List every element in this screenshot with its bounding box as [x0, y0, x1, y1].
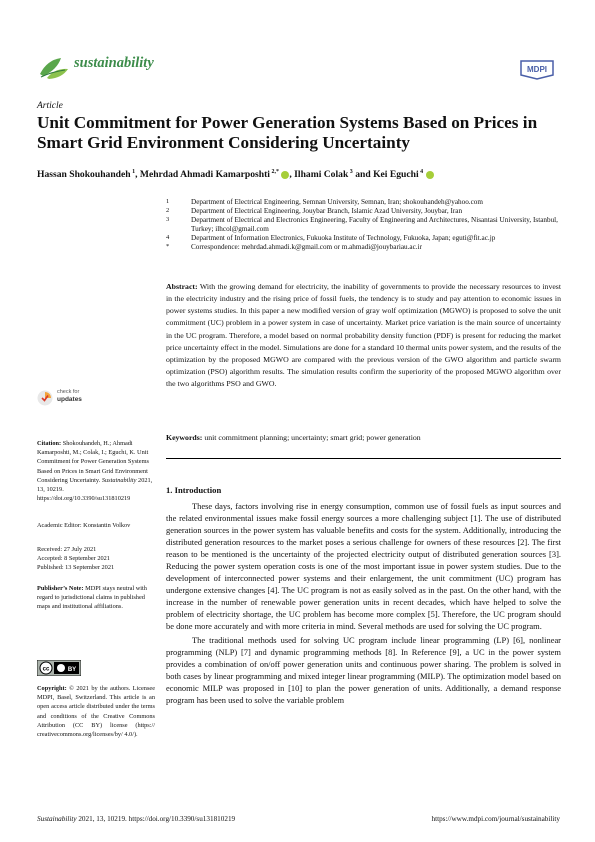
- keywords: [166, 433, 561, 442]
- author-sup: 4: [420, 169, 424, 175]
- affiliation-item: [166, 216, 566, 234]
- check-updates-icon: [37, 390, 53, 406]
- affiliation-text: Department of Electrical Engineering, Semnan University, Semnan, Iran; shokouhandeh@yahoo.com: [191, 198, 483, 206]
- published-date: Published: 13 September 2021: [37, 564, 115, 572]
- section-heading: 1. Introduction: [166, 485, 222, 495]
- author-list: Hassan Shokouhandeh $^1$, Mehrdad Ahmadi Kamarposhti $^{2,*}$ , Ilhami Colak $^3$ and Kei Eguchi $^4$: [37, 169, 434, 180]
- affiliation-item: [166, 243, 566, 252]
- svg-text:BY: BY: [67, 667, 77, 673]
- affiliation-number: 4: [166, 233, 170, 241]
- author-name: Kei Eguchi: [373, 169, 419, 181]
- orcid-icon[interactable]: [426, 171, 434, 179]
- introduction-body: [166, 500, 561, 706]
- affiliation-text: Department of Electrical Engineering, Jouybar Branch, Islamic Azad University, Jouybar, Iran: [191, 206, 463, 215]
- affiliation-text: Department of Electrical and Electronics Engineering, Faculty of Engineering and Architectures, Nisantasi University, Istanbul, Turkey; ilhcol@gmail.com: [191, 215, 558, 233]
- author-name: Hassan Shokouhandeh: [37, 169, 131, 181]
- copyright-block: [37, 684, 155, 739]
- academic-editor: Academic Editor: Konstantin Volkov: [37, 522, 131, 529]
- paragraph: The traditional methods used for solving UC program include linear programming (LP) [6], nonlinear programming (NLP) [7] and dynamic programming methods [8]. In Reference [9], a UC in the power system provides a combination of on/off power generation units and continuous power sharing. The problem is solved in both cases by linear programming and mixed integer linear programming (MILP). The optimization model based on economic MILP was proposed in [10] to plan the power generation of units. Additionally, a demand response program has been used to solve the variable problem: [166, 634, 561, 705]
- keywords-text: unit commitment planning; uncertainty; smart grid; power generation: [204, 433, 421, 442]
- citation-label: Citation:: [37, 440, 62, 447]
- divider: [166, 458, 561, 459]
- dates-block: [37, 545, 155, 573]
- article-type: Article: [37, 101, 63, 111]
- author-name: Mehrdad Ahmadi Kamarposhti: [139, 169, 270, 181]
- affiliation-item: [166, 234, 566, 243]
- check-updates-line2: updates: [57, 396, 82, 403]
- abstract-label: Abstract:: [166, 282, 198, 291]
- affiliations: [166, 198, 566, 251]
- affiliation-number: 2: [166, 206, 170, 214]
- citation-journal: Sustainability: [101, 476, 137, 484]
- paragraph: These days, factors involving rise in energy consumption, common use of fossil fuels as input sources and the related environmental issues make fossil energy sources a more challenging subject [1]. The use of distributed generation sources in the power system has valuable benefits and costs for the system. Additionally, introducing the distributed generation resources to the market poses a serious challenge for owners of these resources [2]. The first reason to be mentioned is the uncertainty of the projected electricity output of distributed generation sources [3]. Reducing the power system operation costs is one of the most important issue in power system studies. Due to the development of interconnected power systems and their enlargement, the unit commitment (UC) program has undergone extensive changes [4]. The UC program is not as easily solved as in the past. On the other hand, with the increase in the number of renewable power generation units in recent decades, which have helped to solve the problem of electricity shortage, the UC problem has become more complex [5]. Therefore, the UC program should be done more accurately and with more criteria in mind. Several methods are used for solving the UC program.: [166, 501, 561, 632]
- publisher-note-label: Publisher’s Note:: [37, 585, 84, 592]
- svg-text:cc: cc: [42, 666, 50, 673]
- paper-title: Unit Commitment for Power Generation Systems Based on Prices in Smart Grid Environment Considering Uncertainty: [37, 113, 538, 152]
- sustainability-leaf-icon: [37, 52, 71, 82]
- publisher-note-text: MDPI stays neutral with regard to jurisdictional claims in published maps and institutional affiliations.: [37, 585, 147, 611]
- author-sup: 1: [132, 169, 136, 175]
- affiliation-number: 1: [166, 198, 170, 205]
- abstract: [166, 281, 561, 390]
- mdpi-logo[interactable]: [517, 57, 557, 81]
- copyright-text: © 2021 by the authors. Licensee MDPI, Basel, Switzerland. This article is an open access article distributed under the terms and conditions of the Creative Commons Attribution (CC BY) license (https:// creativecommons.org/licenses/by/ 4.0/).: [37, 685, 155, 739]
- author-sup: 2,*: [271, 169, 279, 175]
- affiliation-number: *: [166, 242, 170, 250]
- orcid-icon[interactable]: [281, 171, 289, 179]
- publisher-note: [37, 584, 155, 612]
- copyright-label: Copyright:: [37, 685, 67, 692]
- correspondence-text: Correspondence: mehrdad.ahmadi.k@gmail.com or m.ahmadi@jouybariau.ac.ir: [191, 242, 422, 251]
- journal-name[interactable]: sustainability: [74, 55, 154, 71]
- affiliation-item: [166, 207, 566, 216]
- cc-by-license-icon[interactable]: [37, 660, 81, 676]
- citation-tail: 2021, 13, 10219. https://doi.org/10.3390/su131810219: [37, 476, 153, 503]
- check-for-updates-badge[interactable]: [37, 388, 147, 410]
- footer-url[interactable]: https://www.mdpi.com/journal/sustainability: [431, 815, 560, 823]
- check-updates-line1: check for: [57, 389, 80, 395]
- citation-text: Shokouhandeh, H.; Ahmadi Kamarposhti, M.; Colak, I.; Eguchi, K. Unit Commitment for Power Generation Systems Based on Prices in Smart Grid Environment Considering Uncertainty.: [37, 440, 149, 484]
- affiliation-number: 3: [166, 215, 170, 223]
- footer-journal: Sustainability: [37, 815, 77, 823]
- footer-citation: 2021, 13, 10219. https://doi.org/10.3390/su131810219: [78, 815, 236, 823]
- abstract-text: With the growing demand for electricity, the inability of governments to provide the necessary resources to invest in the electricity industry and the rising price of fossil fuels, the tendency is to study and pay attention to economic issues in power systems studies. In this paper a new modified version of gray wolf optimization (MGWO) is proposed to solve the unit commitment (UC) problem in a power system in case of uncertainty. Market price variation is the main source of uncertainty in the UC program. Therefore, a model based on normal probability density function (PDF) is present for reducing the market price uncertainty effect in the model. Simulations are done for a standard 10 thermal units power system, and the results of the optimization by the proposed MGWO are compared with the previous version of the GWO algorithm and particle swarm optimization (PSO) algorithm results. The simulation results confirm the superiority of the proposed MGWO algorithm over the two algorithms PSO and GWO.: [166, 282, 562, 389]
- author-sup: 3: [349, 169, 353, 175]
- citation-block: [37, 439, 155, 503]
- keywords-label: Keywords:: [166, 433, 203, 442]
- author-name: Ilhami Colak: [294, 169, 349, 181]
- accepted-date: Accepted: 8 September 2021: [37, 555, 110, 563]
- affiliation-item: [166, 198, 566, 207]
- affiliation-text: Department of Information Electronics, Fukuoka Institute of Technology, Fukuoka, Japan; eguti@fit.ac.jp: [191, 233, 496, 242]
- page-footer: [37, 815, 560, 823]
- mdpi-logo-text: MDPI: [527, 65, 547, 74]
- received-date: Received: 27 July 2021: [37, 546, 97, 553]
